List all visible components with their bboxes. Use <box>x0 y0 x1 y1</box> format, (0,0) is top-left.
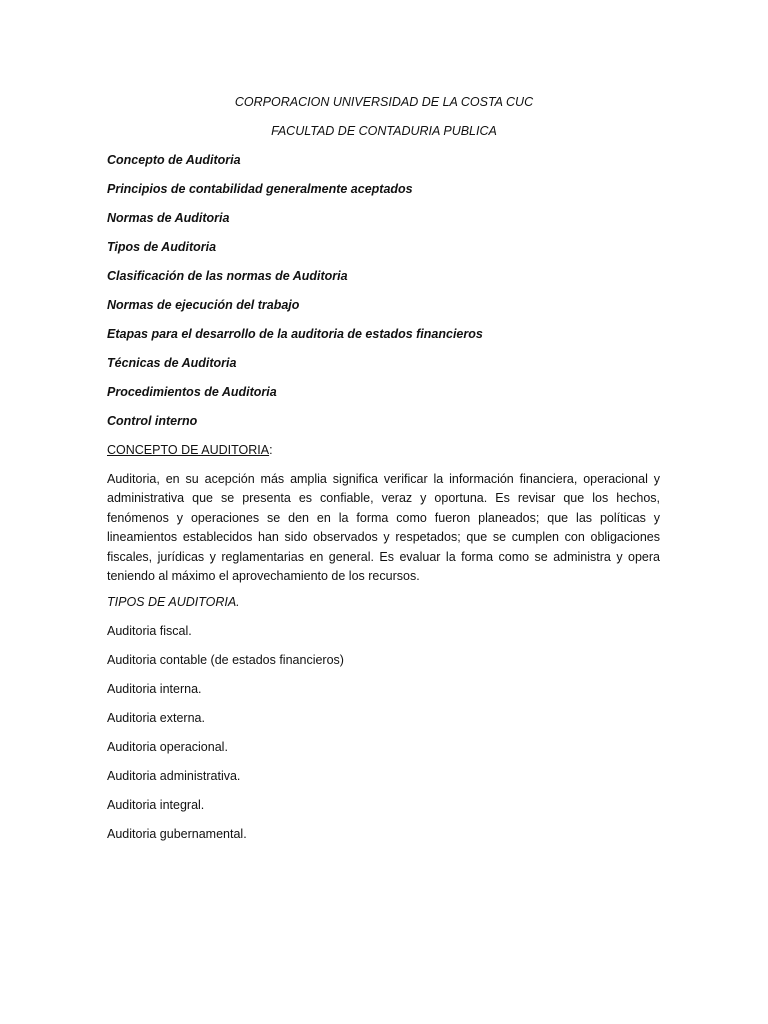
type-item: Auditoria contable (de estados financieros) <box>107 653 344 667</box>
topic-item: Tipos de Auditoria <box>107 240 217 254</box>
type-item: Auditoria administrativa. <box>107 769 241 783</box>
concept-heading-suffix: : <box>269 443 273 457</box>
topic-item: Concepto de Auditoria <box>107 153 241 167</box>
type-item: Auditoria operacional. <box>107 740 228 754</box>
concept-paragraph: Auditoria, en su acepción más amplia significa verificar la información financiera, operacional y administrativa que se presenta es confiable, veraz y oportuna. Es revisar que los hechos, fenómenos y operaciones se den en la forma como fueron planeados; que las políticas y lineamientos establecidos han sido observados y respetados; que se cumplen con obligaciones fiscales, jurídicas y reglamentarias en general. Es evaluar la forma como se administra y opera teniendo al máximo el aprovechamiento de los recursos. <box>107 472 660 584</box>
concept-heading-text: CONCEPTO DE AUDITORIA <box>107 443 270 457</box>
topic-item: Normas de ejecución del trabajo <box>107 298 300 312</box>
faculty-title: FACULTAD DE CONTADURIA PUBLICA <box>271 124 497 138</box>
institution-title: CORPORACION UNIVERSIDAD DE LA COSTA CUC <box>234 95 534 109</box>
type-item: Auditoria integral. <box>107 798 205 812</box>
topic-item: Control interno <box>107 414 198 428</box>
types-heading: TIPOS DE AUDITORIA. <box>107 595 240 609</box>
type-item: Auditoria externa. <box>107 711 205 725</box>
concept-heading <box>107 442 273 458</box>
type-item: Auditoria interna. <box>107 682 202 696</box>
topic-item: Técnicas de Auditoria <box>107 356 237 370</box>
topic-item: Principios de contabilidad generalmente aceptados <box>107 182 413 196</box>
topic-item: Clasificación de las normas de Auditoria <box>107 269 348 283</box>
topic-item: Etapas para el desarrollo de la auditoria de estados financieros <box>107 327 483 341</box>
type-item: Auditoria gubernamental. <box>107 827 247 841</box>
topic-item: Procedimientos de Auditoria <box>107 385 277 399</box>
topic-item: Normas de Auditoria <box>107 211 230 225</box>
type-item: Auditoria fiscal. <box>107 624 192 638</box>
